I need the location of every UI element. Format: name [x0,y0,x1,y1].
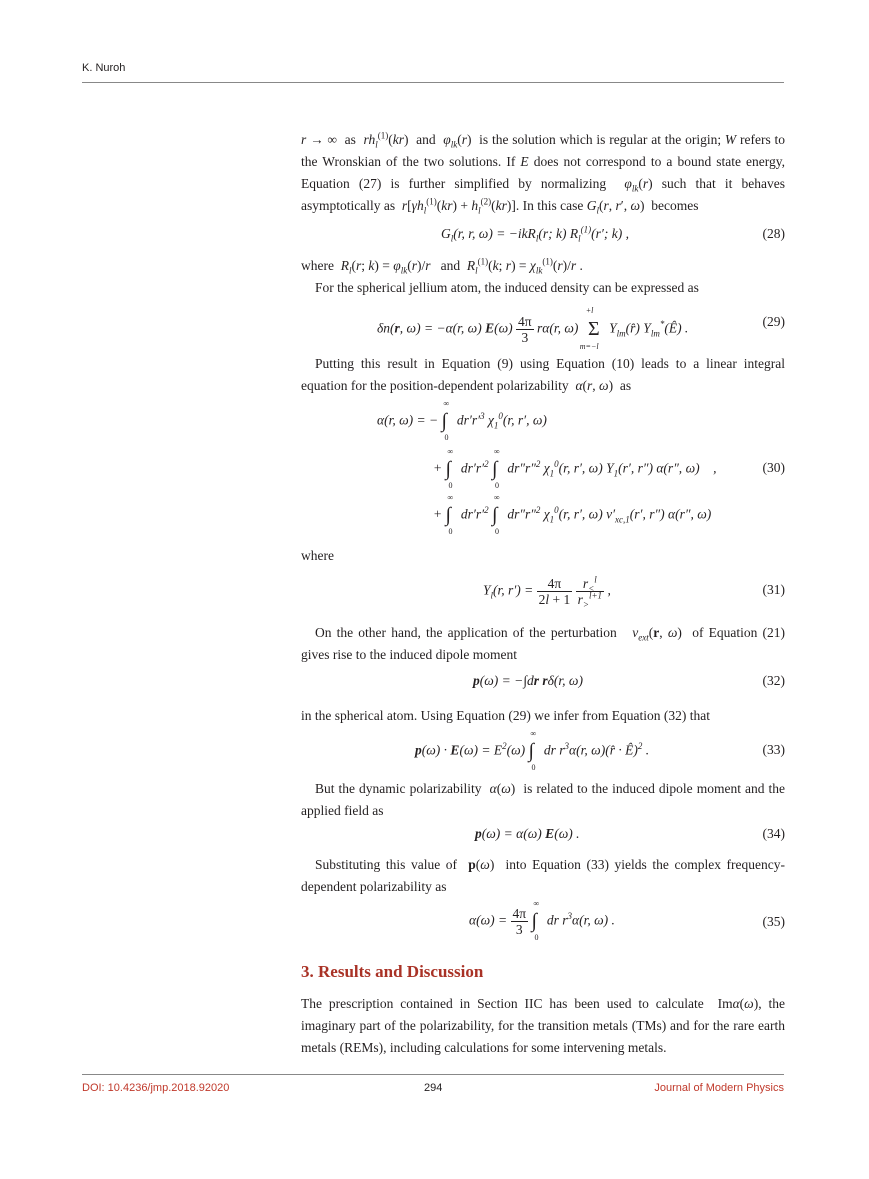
header-rule [82,82,784,83]
paragraph-jellium: For the spherical jellium atom, the induced density can be expressed as [315,280,699,295]
footer-journal-link[interactable]: Journal of Modern Physics [654,1082,784,1094]
paragraph-results: The prescription contained in Section IIC has been used to calculate Imα(ω), the imaginary part of the polarizability, for the transition metals (TMs) and for the rare earth metals (REMs), including calculations for some intervening metals. [301,996,785,1055]
paragraph-substituting: Substituting this value of p(ω) into Equation (33) yields the complex frequency-dependent polarizability as [301,857,786,894]
paragraph-where-ylm: where [301,548,334,563]
paragraph-dynamic: But the dynamic polarizability α(ω) is related to the induced dipole moment and the applied field as [301,781,785,818]
equation-32: p(ω) = −∫dr rδ(r, ω) (32) [473,673,785,688]
equation-35: α(ω) = $\frac{4\pi}{3}$ ∫ ∞ 0 dr $r^3\alpha(r$, ω) . (35) [469,899,785,942]
paragraph-wronskian: r → ∞ as $rh_l^{(1)}(kr)$ and $\varphi_{lk}(r)$ is the solution which is regular at the origin; W refers to the Wronskian of the two solutions. If E does not correspond to a bound state energy, Equation (27) is further simplified by normalizing $\varphi_{lk}(r)$ such that it behaves asymptotically as $r[\gamma h_l^{(1)}(kr) + h_l^{(2)}(kr)]$. In this case $G_l(r$, r′, ω) becomes [301,130,786,216]
equation-31: $Y_l(r$, r′) = $\frac{4\pi}{2l + 1}$ $\frac{r_<^l}{r_>^{l+1}}$ , (31) [483,574,785,610]
footer-page-number: 294 [424,1082,443,1094]
paragraph-perturbation: On the other hand, the application of the perturbation $v_{ext}(r$, ω) of Equation (21) gives rise to the induced dipole moment [301,625,786,662]
equation-29: δn(r, ω) = −α(r, ω) E(ω) $\frac{4\pi}{3}$ rα(r, ω) Σ +l m=−l $Y_{lm}(r̂)$ $Y_{lm}^*(Ê)$ . (29) [377,306,785,351]
equation-28: $G_l(r$, r, ω) = −ikR$_l$(r; k) $R_l^{(1)}(r'$; k) , (28) [441,224,785,244]
footer-rule [82,1074,784,1075]
paragraph-spherical: in the spherical atom. Using Equation (29) we infer from Equation (32) that [301,708,711,723]
equation-33: $p(\omega) \cdot E(\omega) = E^2(\omega)$ ∫ ∞ 0 dr $r^3\alpha(r$, ω)(r̂ · Ê)$^2$ . (33) [415,729,785,772]
paragraph-where-radial: where $R_l(r$; $k) = \varphi_{lk}(r)/r$ and $R_l^{(1)}(k$; $r) = \chi_{lk}^{(1)}(r)/r$ . [301,256,583,276]
equation-30: α(r, ω) = − ∫ ∞ 0 $dr'r'^3$ $\chi_1^0(r$, r′, ω) + ∫ ∞ 0 $dr'r'^2$ ∫ ∞ 0 dr″r″$^2$ $\chi_1^0(r$, r′, ω) $Y_1(r'$, r″) α(r″, ω) , (30) + ∫ ∞ 0 $dr'r'^2$ ∫ ∞ 0 dr″r″$^2$ $\chi_1^0(r$, r′, ω) $v'_{xc,1}(r'$, r″) α(r″, ω) [377,399,785,536]
section-heading: 3. Results and Discussion [301,962,484,981]
equation-34: p(ω) = α(ω) E(ω) . (34) [475,826,785,841]
running-header-author: K. Nuroh [82,62,126,74]
footer-doi-link[interactable]: DOI: 10.4236/jmp.2018.92020 [82,1082,230,1094]
paragraph-putting: Putting this result in Equation (9) using Equation (10) leads to a linear integral equation for the position-dependent polarizability α(r, ω) as [301,356,785,393]
